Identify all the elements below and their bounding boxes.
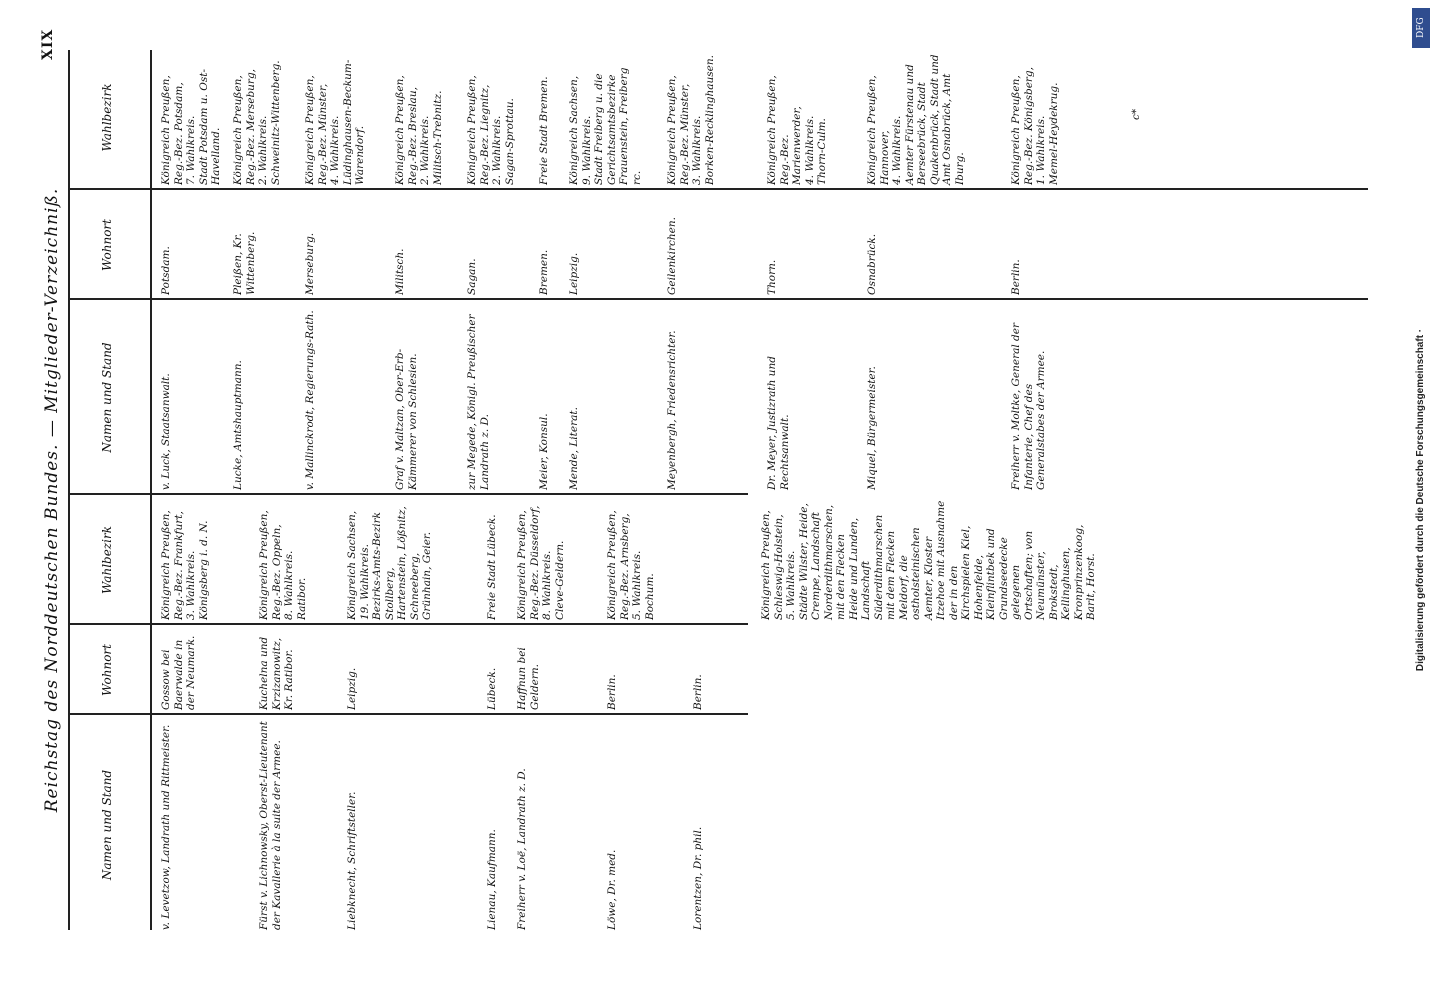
member-name: Mende, Literat. [568, 407, 580, 490]
member-name: Fürst v. Lichnowsky, Oberst-Lieutenant der Kavallerie à la suite der Armee. [258, 721, 283, 930]
table-row [568, 50, 658, 490]
member-residence: Thorn. [766, 259, 778, 295]
rule-top [68, 50, 70, 930]
member-district: Königreich Preußen, Reg.-Bez. Marienwerder, 4. Wahlkreis. Thorn-Culm. [766, 75, 828, 185]
member-residence: Sagan. [466, 258, 478, 295]
member-name: Liebknecht, Schriftsteller. [346, 791, 358, 930]
signature-mark: c* [1130, 108, 1142, 120]
member-district: Königreich Preußen, Reg.-Bez. Königsberg, 1. Wahlkreis. Memel-Heydekrug. [1010, 67, 1060, 185]
header-left: Reichstag des Norddeutschen Bundes. [42, 443, 62, 813]
member-residence: Kuchelna und Krzizanowitz, Kr. Ratibor. [258, 636, 295, 710]
table-row [160, 495, 250, 930]
table-row [538, 50, 560, 490]
member-name: Graf v. Maltzan, Ober-Erb-Kämmerer von Schlesien. [394, 348, 419, 490]
table-row [394, 50, 458, 490]
table-row [466, 50, 530, 490]
member-name: Freiherr v. Loë, Landrath z. D. [516, 768, 528, 930]
member-name: Meyenbergh, Friedensrichter. [666, 330, 678, 490]
page-header [42, 70, 62, 930]
member-district: Freie Stadt Bremen. [538, 76, 550, 185]
table-row [486, 495, 510, 930]
table-row [666, 50, 756, 490]
member-residence: Geilenkirchen. [666, 217, 678, 295]
member-district: Königreich Preußen, Reg.-Bez. Merseburg, 2. Wahlkreis. Schweinitz-Wittenberg. [232, 60, 282, 185]
member-district: Königreich Preußen, Reg.-Bez. Düsseldorf, 8. Wahlkreis. Cleve-Geldern. [516, 505, 566, 620]
member-name: Lienau, Kaufmann. [486, 829, 498, 930]
member-name: zur Megede, Königl. Preußischer Landrath z. D. [466, 314, 491, 490]
header-right: Mitglieder-Verzeichniß. [42, 187, 62, 413]
col-head-name-right: Namen und Stand [100, 342, 114, 453]
member-residence: Berlin. [606, 674, 618, 710]
table-row [304, 50, 386, 490]
member-name: Miquel, Bürgermeister. [866, 366, 878, 490]
member-name: Lucke, Amtshauptmann. [232, 360, 244, 490]
member-name: Löwe, Dr. med. [606, 849, 618, 930]
member-district: Freie Stadt Lübeck. [486, 514, 498, 620]
member-residence: Potsdam. [160, 246, 172, 295]
member-residence: Lübeck. [486, 667, 498, 710]
member-residence: Gossow bei Baerwalde in der Neumark. [160, 635, 197, 710]
member-district: Königreich Preußen, Hannover, 4. Wahlkreis. Aemter Fürstenau und Berseebrück, Stadt Quakenbrück, Stadt und Amt Osnabrück, Amt Iburg. [866, 54, 966, 185]
col-head-residence-right: Wohnort [100, 219, 114, 271]
member-residence: Pleißen, Kr. Wittenberg. [232, 231, 257, 295]
member-name: Lorentzen, Dr. phil. [692, 826, 704, 930]
member-residence: Osnabrück. [866, 233, 878, 295]
col-head-residence-left: Wohnort [100, 644, 114, 696]
member-district: Königreich Preußen, Reg.-Bez. Münster, 4. Wahlkreis. Lüdinghausen-Beckum-Warendorf. [304, 59, 366, 185]
member-district: Königreich Preußen, Reg.-Bez. Liegnitz, 2. Wahlkreis. Sagan-Sprottau. [466, 75, 516, 185]
col-head-name-left: Namen und Stand [100, 769, 114, 881]
dfg-logo: DFG [1412, 8, 1430, 48]
member-name: Dr. Meyer, Justizrath und Rechtsanwalt. [766, 356, 791, 490]
member-district-long: Königreich Preußen, Schleswig-Holstein, 5. Wahlkreis. Städte Wilster, Heide, Crempe, Landschaft Norderdithmarschen, mit den Flecken Heide und Lunden, Landschaft Süderdithmarschen mit dem Flecken Meldorf, die ostholsteinischen Aemter, Kloster Itzehoe mit Ausnahme der in den Kirchspielen Kiel, Hohenfelde, Kleinflintbek und Grundseedecke gelegenen Ortschaften; von Neumünster, Brokstedt, Kellinghusen, Kronprinzenkoog, Barlt, Horst. [760, 500, 1097, 620]
member-district: Königreich Sachsen, 9. Wahlkreis. Stadt Freiberg u. die Gerichtsamtsbezirke Frauenstein, Freiberg rc. [568, 67, 643, 185]
table-row [516, 495, 600, 930]
member-district: Königreich Preußen, Reg.-Bez. Frankfurt, 3. Wahlkreis. Königsberg i. d. N. [160, 510, 210, 620]
table-row [692, 495, 752, 930]
table-row [1010, 50, 1110, 490]
member-name: v. Mallinckrodt, Regierungs-Rath. [304, 310, 316, 490]
member-district: Königreich Preußen, Reg.-Bez. Potsdam, 7. Wahlkreis. Stadt Potsdam u. Ost-Havelland. [160, 69, 222, 185]
member-residence: Bremen. [538, 249, 550, 295]
table-row [766, 50, 856, 490]
table-row [160, 50, 226, 490]
member-residence: Haffnun bei Geldern. [516, 647, 541, 710]
dfg-watermark-text: Digitalisierung gefördert durch die Deutsche Forschungsgemeinschaft · [1415, 328, 1426, 672]
col-head-district-left: Wahlbezirk [100, 526, 114, 594]
member-name: Freiherr v. Moltke, General der Infanterie, Chef des Generalstabes der Armee. [1010, 322, 1047, 490]
member-residence: Merseburg. [304, 232, 316, 295]
member-residence: Militsch. [394, 248, 406, 295]
member-name: v. Levetzow, Landrath und Rittmeister. [160, 724, 172, 930]
member-residence: Leipzig. [568, 252, 580, 295]
table-row [346, 495, 476, 930]
member-residence: Berlin. [692, 674, 704, 710]
member-residence: Leipzig. [346, 667, 358, 710]
member-district: Königreich Preußen, Reg.-Bez. Oppeln, 8. Wahlkreis. Ratibor. [258, 510, 308, 620]
member-district: Königreich Preußen, Reg.-Bez. Breslau, 2. Wahlkreis. Militsch-Trebnitz. [394, 75, 444, 185]
dfg-watermark-strip [1410, 0, 1432, 1000]
table-row [258, 495, 338, 930]
member-district: Königreich Preußen, Reg.-Bez. Münster, 3. Wahlkreis. Borken-Recklinghausen. [666, 55, 716, 185]
rule-head-right [150, 50, 152, 495]
member-district: Königreich Preußen, Reg.-Bez. Arnsberg, 5. Wahlkreis. Bochum. [606, 510, 656, 620]
col-head-district-right: Wahlbezirk [100, 83, 114, 152]
member-residence: Berlin. [1010, 259, 1022, 295]
table-row [606, 495, 686, 930]
member-name: Meier, Konsul. [538, 413, 550, 490]
table-row [232, 50, 296, 490]
member-district: Königreich Sachsen, 19. Wahlkreis. Bezirks-Amts-Bezirk Stollberg, Hartenstein, Lößnitz, Schneeberg, Grünhain, Geier. [346, 506, 433, 620]
table-row [866, 50, 996, 490]
page-number: XIX [40, 28, 56, 60]
header-dash: — [42, 419, 62, 438]
member-name: v. Luck, Staatsanwalt. [160, 373, 172, 490]
